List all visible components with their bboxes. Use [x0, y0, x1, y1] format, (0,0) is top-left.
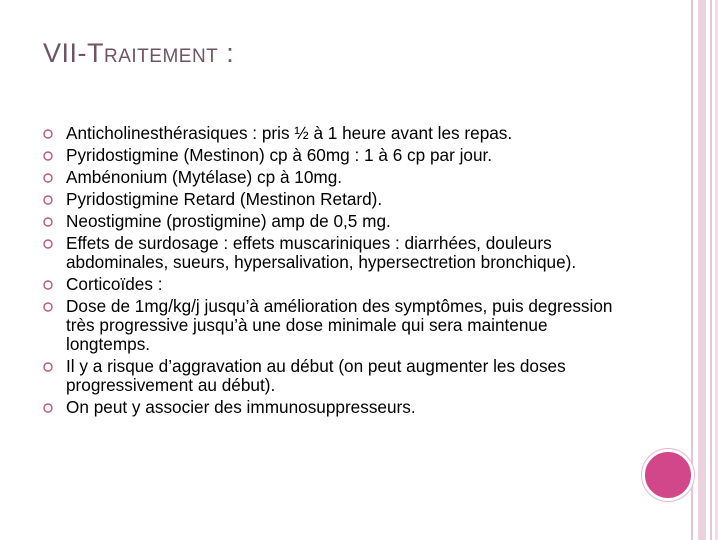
bullet-text: Dose de 1mg/kg/j jusqu’à amélioration des symptômes, puis degression très progressive jusqu’à une dose minimale qui sera maintenue longtemps. [66, 296, 613, 354]
circle-bullet-icon [43, 280, 53, 290]
circle-bullet-icon [43, 151, 53, 161]
decorative-stripe [715, 0, 718, 540]
list-item [43, 275, 623, 294]
bullet-list [43, 124, 623, 420]
circle-bullet-icon [43, 239, 53, 249]
bullet-text: Pyridostigmine (Mestinon) cp à 60mg : 1 à 6 cp par jour. [66, 145, 493, 165]
circle-bullet-icon [43, 129, 53, 139]
decorative-stripe [691, 0, 693, 540]
circle-bullet-icon [43, 302, 53, 312]
bullet-text: Il y a risque d’aggravation au début (on peut augmenter les doses progressivement au début). [66, 356, 566, 395]
circle-bullet-icon [43, 195, 53, 205]
circle-bullet-icon [43, 173, 53, 183]
bullet-text: Corticoïdes : [66, 274, 163, 294]
bullet-text: Effets de surdosage : effets muscariniques : diarrhées, douleurs abdominales, sueurs, hypersalivation, hypersectretion bronchique). [66, 233, 577, 272]
bullet-text: Neostigmine (prostigmine) amp de 0,5 mg. [66, 211, 391, 231]
bullet-text: On peut y associer des immunosuppresseurs. [66, 397, 416, 417]
slide-title [43, 38, 234, 69]
slide-title-main: RAITEMENT [104, 46, 219, 67]
list-item [43, 398, 623, 417]
circle-bullet-icon [43, 217, 53, 227]
bullet-text: Ambénonium (Mytélase) cp à 10mg. [66, 167, 343, 187]
list-item [43, 168, 623, 187]
bullet-text: Pyridostigmine Retard (Mestinon Retard). [66, 189, 383, 209]
list-item [43, 357, 623, 395]
bullet-text: Anticholinesthérasiques : pris ½ à 1 heure avant les repas. [66, 123, 513, 143]
circle-bullet-icon [43, 403, 53, 413]
list-item [43, 146, 623, 165]
list-item [43, 234, 623, 272]
list-item [43, 297, 623, 354]
decorative-stripe [698, 0, 706, 540]
slide-title-colon: : [218, 38, 235, 68]
list-item [43, 124, 623, 143]
circle-bullet-icon [43, 362, 53, 372]
list-item [43, 190, 623, 209]
decorative-stripe [710, 0, 712, 540]
slide-title-prefix: VII-T [43, 38, 104, 68]
list-item [43, 212, 623, 231]
accent-circle [642, 449, 694, 501]
